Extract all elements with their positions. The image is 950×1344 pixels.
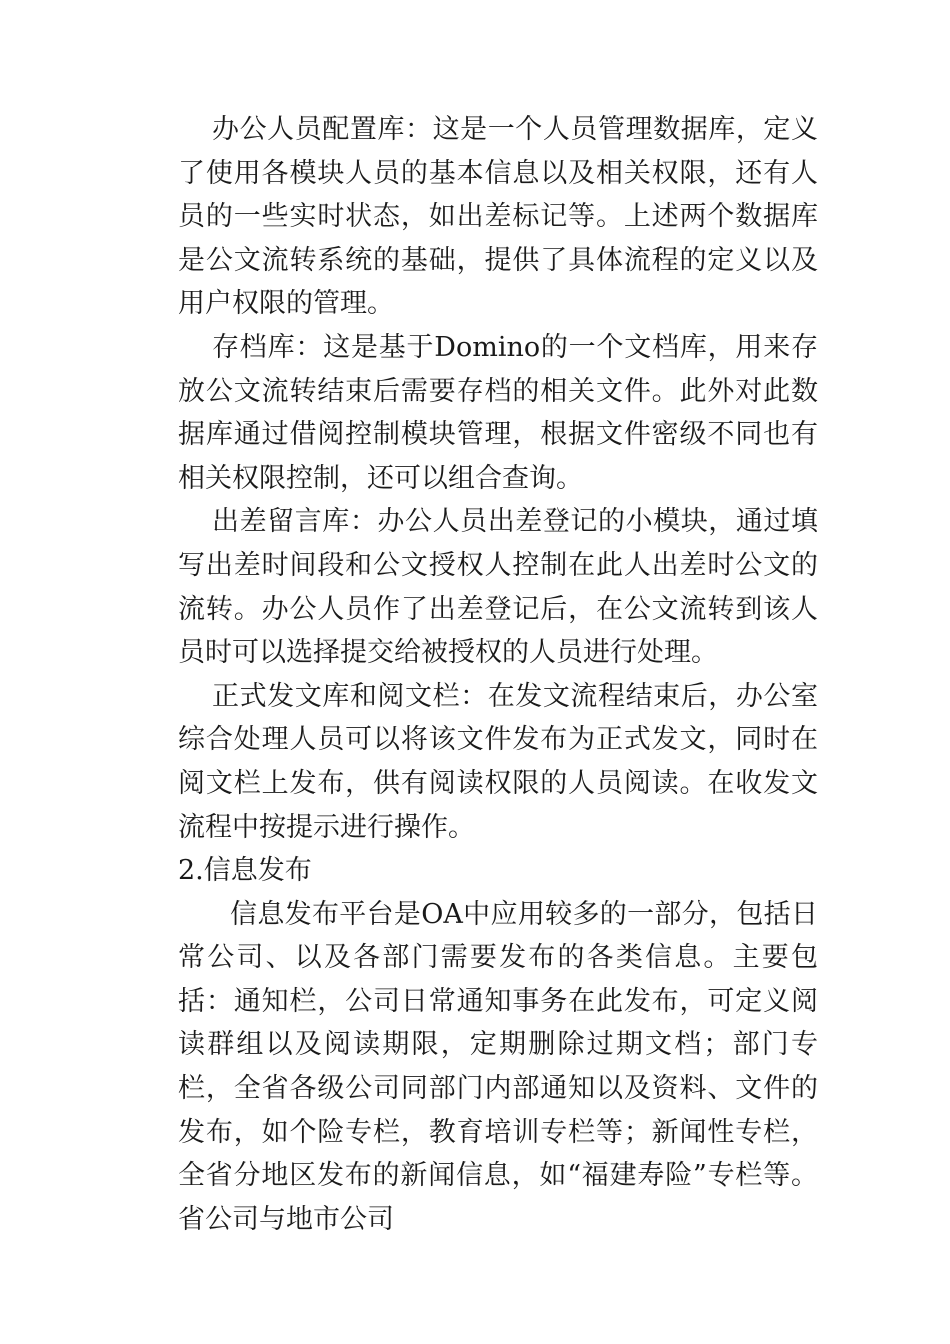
paragraph-archive-db: 存档库：这是基于Domino的一个文档库，用来存放公文流转结束后需要存档的相关文件。此外对此数据库通过借阅控制模块管理，根据文件密级不同也有相关权限控制，还可以组合查询。 xyxy=(178,331,818,494)
paragraph-personnel-config-db: 办公人员配置库：这是一个人员管理数据库，定义了使用各模块人员的基本信息以及相关权限，还有人员的一些实时状态，如出差标记等。上述两个数据库是公文流转系统的基础，提供了具体流程的定义以及用户权限的管理。 xyxy=(178,114,818,320)
paragraph-business-trip-db: 出差留言库：办公人员出差登记的小模块，通过填写出差时间段和公文授权人控制在此人出差时公文的流转。办公人员作了出差登记后，在公文流转到该人员时可以选择提交给被授权的人员进行处理。 xyxy=(178,506,818,669)
paragraph-info-publish-platform: 信息发布平台是OA中应用较多的一部分，包括日常公司、以及各部门需要发布的各类信息。主要包括：通知栏，公司日常通知事务在此发布，可定义阅读群组以及阅读期限，定期删除过期文档；部门专栏，全省各级公司同部门内部通知以及资料、文件的发布，如个险专栏，教育培训专栏等；新闻性专栏，全省分地区发布的新闻信息，如“福建寿险”专栏等。省公司与地市公司 xyxy=(178,898,818,1235)
section-heading-info-publish: 2.信息发布 xyxy=(178,855,312,887)
document-body xyxy=(178,108,818,1241)
paragraph-official-release-db: 正式发文库和阅文栏：在发文流程结束后，办公室综合处理人员可以将该文件发布为正式发文，同时在阅文栏上发布，供有阅读权限的人员阅读。在收发文流程中按提示进行操作。 xyxy=(178,680,818,843)
